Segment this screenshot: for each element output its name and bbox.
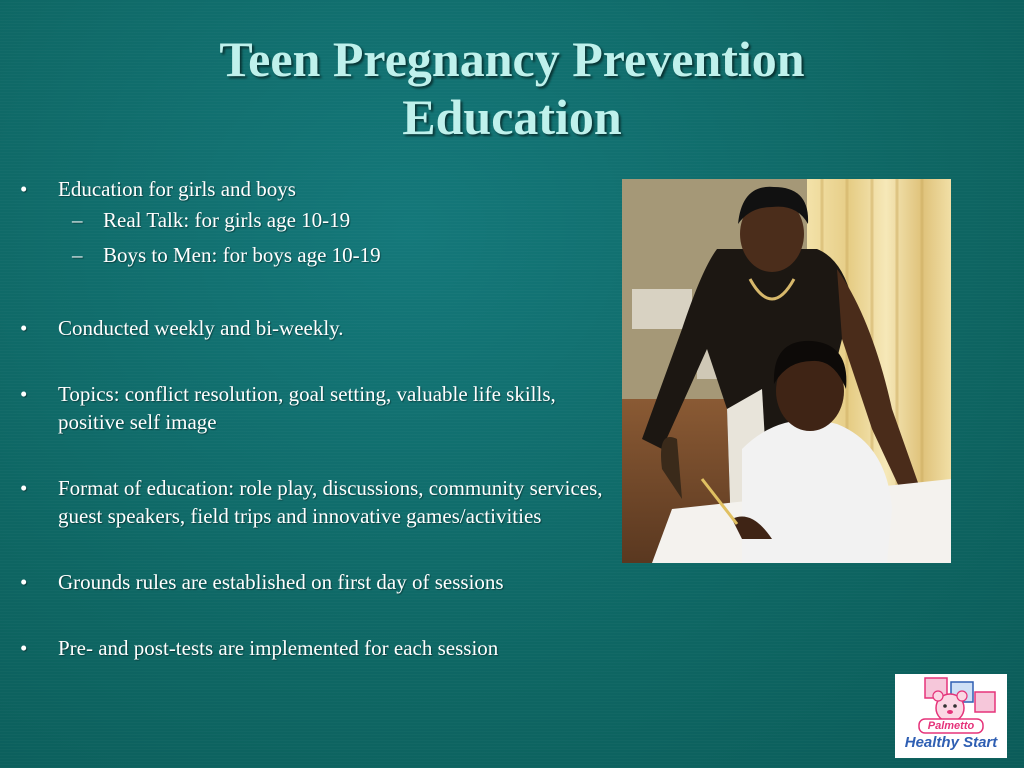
sub-bullet-item (58, 241, 618, 269)
bullet-dot-icon: • (20, 382, 28, 406)
sub-bullet-text: Real Talk: for girls age 10-19 (103, 208, 351, 232)
bullet-item (18, 634, 618, 662)
bullet-item (18, 380, 618, 436)
title-line-1: Teen Pregnancy Prevention (219, 31, 805, 87)
logo-healthy-start-text: Healthy Start (904, 734, 998, 751)
sub-bullet-text: Boys to Men: for boys age 10-19 (103, 243, 381, 267)
bullet-dot-icon: • (20, 476, 28, 500)
bullet-dot-icon: • (20, 177, 28, 201)
palmetto-healthy-start-logo (895, 674, 1007, 758)
bullet-text: Pre- and post-tests are implemented for each session (58, 636, 499, 660)
bullet-list (18, 175, 618, 662)
sub-bullet-list (58, 206, 618, 269)
sub-bullet-item (58, 206, 618, 234)
bullet-item (18, 474, 618, 530)
photo-woman-and-girl (622, 179, 951, 563)
bullet-text: Conducted weekly and bi-weekly. (58, 316, 344, 340)
logo-palmetto-text: Palmetto (927, 720, 975, 732)
bullet-dot-icon: • (20, 316, 28, 340)
bullet-dot-icon: • (20, 570, 28, 594)
bullet-item (18, 314, 618, 342)
dash-icon: – (72, 243, 83, 267)
bullet-text: Grounds rules are established on first day of sessions (58, 570, 504, 594)
slide-title (0, 30, 1024, 146)
bullet-item (18, 568, 618, 596)
title-line-2: Education (402, 89, 622, 145)
bullet-item (18, 175, 618, 269)
bullet-text: Education for girls and boys (58, 177, 296, 201)
bullet-text: Format of education: role play, discussions, community services, guest speakers, field trips and innovative games/activities (58, 476, 603, 528)
dash-icon: – (72, 208, 83, 232)
bullet-text: Topics: conflict resolution, goal setting, valuable life skills, positive self image (58, 382, 556, 434)
bullet-dot-icon: • (20, 636, 28, 660)
